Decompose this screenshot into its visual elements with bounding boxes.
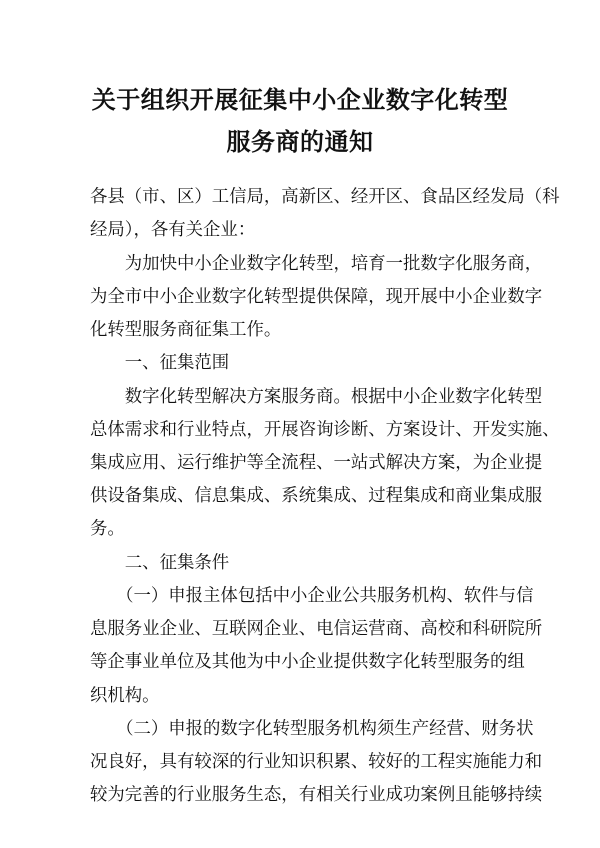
body-line: 为全市中小企业数字化转型提供保障，现开展中小企业数字 <box>90 287 543 307</box>
body-line: 务。 <box>90 519 125 539</box>
body-line: 息服务业企业、互联网企业、电信运营商、高校和科研院所 <box>90 619 543 639</box>
body-line: 总体需求和行业特点，开展咨询诊断、方案设计、开发实施、 <box>90 420 560 440</box>
body-line: 供设备集成、信息集成、系统集成、过程集成和商业集成服 <box>90 486 543 506</box>
body-line: 化转型服务商征集工作。 <box>90 320 282 340</box>
body-line: 为加快中小企业数字化转型，培育一批数字化服务商， <box>90 254 543 274</box>
document-title-line-1: 关于组织开展征集中小企业数字化转型 <box>91 86 509 114</box>
document-title-line-2: 服务商的通知 <box>226 128 374 156</box>
body-line: 况良好，具有较深的行业知识积累、较好的工程实施能力和 <box>90 752 543 772</box>
body-line: 织机构。 <box>90 686 160 706</box>
body-line: 各县（市、区）工信局，高新区、经开区、食品区经发局（科 <box>90 187 560 207</box>
section-heading: 一、征集范围 <box>90 353 230 373</box>
body-line: （一）申报主体包括中小企业公共服务机构、软件与信 <box>90 586 534 606</box>
section-heading: 二、征集条件 <box>90 553 230 573</box>
body-line: 较为完善的行业服务生态，有相关行业成功案例且能够持续 <box>90 785 543 805</box>
body-line: （二）申报的数字化转型服务机构须生产经营、财务状 <box>90 719 534 739</box>
body-line: 经局），各有关企业： <box>90 220 256 240</box>
body-line: 数字化转型解决方案服务商。根据中小企业数字化转型 <box>90 387 543 407</box>
body-line: 等企事业单位及其他为中小企业提供数字化转型服务的组 <box>90 652 525 672</box>
body-line: 集成应用、运行维护等全流程、一站式解决方案，为企业提 <box>90 453 543 473</box>
